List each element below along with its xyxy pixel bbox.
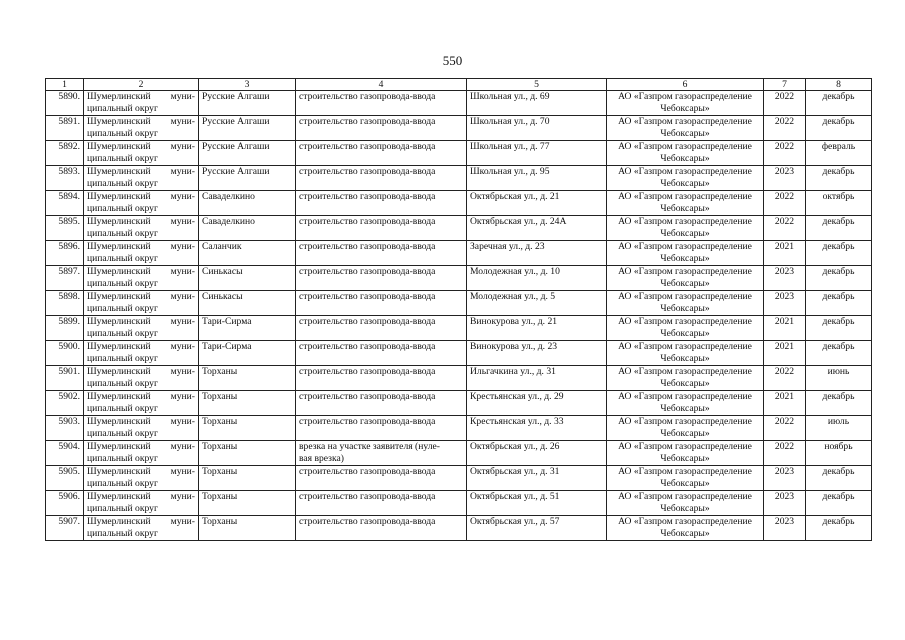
- organization-line-2: Чебоксары»: [660, 303, 710, 314]
- district-cell: [84, 166, 199, 191]
- organization-line-2: Чебоксары»: [660, 278, 710, 289]
- work-line-1: строительство газопровода-ввода: [299, 141, 436, 152]
- district-cell: [84, 391, 199, 416]
- year-cell: 2022: [764, 141, 806, 166]
- work-line-1: строительство газопровода-ввода: [299, 366, 436, 377]
- locality-cell: Тари-Сирма: [199, 341, 296, 366]
- work-cell: [296, 516, 467, 541]
- district-line-2: ципальный округ: [87, 453, 158, 464]
- organization-cell: [607, 366, 764, 391]
- work-cell: [296, 291, 467, 316]
- organization-line-1: АО «Газпром газораспределение: [618, 341, 752, 352]
- district-cell: [84, 341, 199, 366]
- month-cell: декабрь: [806, 316, 872, 341]
- organization-cell: [607, 391, 764, 416]
- district-line-2: ципальный округ: [87, 328, 158, 339]
- work-line-1: строительство газопровода-ввода: [299, 341, 436, 352]
- organization-line-2: Чебоксары»: [660, 503, 710, 514]
- address-cell: Школьная ул., д. 77: [467, 141, 607, 166]
- locality-cell: Русские Алгаши: [199, 116, 296, 141]
- district-line-1: Шумерлинский муни-: [87, 491, 195, 502]
- work-line-1: строительство газопровода-ввода: [299, 191, 436, 202]
- district-line-2: ципальный округ: [87, 528, 158, 539]
- organization-cell: [607, 166, 764, 191]
- month-cell: декабрь: [806, 91, 872, 116]
- month-cell: декабрь: [806, 241, 872, 266]
- organization-line-2: Чебоксары»: [660, 228, 710, 239]
- month-cell: декабрь: [806, 266, 872, 291]
- district-line-2: ципальный округ: [87, 153, 158, 164]
- organization-line-1: АО «Газпром газораспределение: [618, 266, 752, 277]
- district-line-1: Шумерлинский муни-: [87, 91, 195, 102]
- address-cell: Школьная ул., д. 70: [467, 116, 607, 141]
- work-cell: [296, 266, 467, 291]
- work-line-1: строительство газопровода-ввода: [299, 116, 436, 127]
- header-cell: 6: [607, 79, 764, 91]
- organization-line-2: Чебоксары»: [660, 353, 710, 364]
- locality-cell: Тари-Сирма: [199, 316, 296, 341]
- organization-cell: [607, 191, 764, 216]
- locality-cell: Торханы: [199, 416, 296, 441]
- district-line-2: ципальный округ: [87, 428, 158, 439]
- work-line-1: строительство газопровода-ввода: [299, 91, 436, 102]
- organization-line-2: Чебоксары»: [660, 178, 710, 189]
- month-cell: декабрь: [806, 341, 872, 366]
- organization-cell: [607, 516, 764, 541]
- district-line-2: ципальный округ: [87, 278, 158, 289]
- organization-line-2: Чебоксары»: [660, 403, 710, 414]
- organization-line-1: АО «Газпром газораспределение: [618, 466, 752, 477]
- year-cell: 2021: [764, 341, 806, 366]
- work-line-1: строительство газопровода-ввода: [299, 466, 436, 477]
- address-cell: Школьная ул., д. 69: [467, 91, 607, 116]
- organization-line-1: АО «Газпром газораспределение: [618, 116, 752, 127]
- month-cell: декабрь: [806, 516, 872, 541]
- address-cell: Октябрьская ул., д. 21: [467, 191, 607, 216]
- district-line-1: Шумерлинский муни-: [87, 341, 195, 352]
- address-cell: Винокурова ул., д. 21: [467, 316, 607, 341]
- year-cell: 2022: [764, 441, 806, 466]
- district-line-2: ципальный округ: [87, 103, 158, 114]
- organization-line-1: АО «Газпром газораспределение: [618, 366, 752, 377]
- organization-line-1: АО «Газпром газораспределение: [618, 291, 752, 302]
- district-cell: [84, 266, 199, 291]
- address-cell: Винокурова ул., д. 23: [467, 341, 607, 366]
- organization-line-2: Чебоксары»: [660, 528, 710, 539]
- organization-cell: [607, 466, 764, 491]
- organization-cell: [607, 416, 764, 441]
- organization-cell: [607, 291, 764, 316]
- year-cell: 2022: [764, 366, 806, 391]
- work-line-1: строительство газопровода-ввода: [299, 391, 436, 402]
- organization-line-2: Чебоксары»: [660, 103, 710, 114]
- table-row: [46, 266, 872, 291]
- work-cell: [296, 316, 467, 341]
- work-line-1: строительство газопровода-ввода: [299, 166, 436, 177]
- organization-cell: [607, 441, 764, 466]
- table-row: [46, 166, 872, 191]
- table-body: [46, 91, 872, 541]
- address-cell: Крестьянская ул., д. 33: [467, 416, 607, 441]
- district-line-2: ципальный округ: [87, 478, 158, 489]
- month-cell: июнь: [806, 366, 872, 391]
- work-line-1: врезка на участке заявителя (нуле-: [299, 441, 440, 452]
- table-row: [46, 191, 872, 216]
- locality-cell: Саваделкино: [199, 191, 296, 216]
- month-cell: декабрь: [806, 216, 872, 241]
- year-cell: 2023: [764, 491, 806, 516]
- district-cell: [84, 216, 199, 241]
- work-cell: [296, 466, 467, 491]
- row-number: 5907.: [46, 516, 84, 541]
- district-line-2: ципальный округ: [87, 178, 158, 189]
- row-number: 5891.: [46, 116, 84, 141]
- locality-cell: Саланчик: [199, 241, 296, 266]
- work-cell: [296, 191, 467, 216]
- address-cell: Крестьянская ул., д. 29: [467, 391, 607, 416]
- table-row: [46, 341, 872, 366]
- organization-line-1: АО «Газпром газораспределение: [618, 141, 752, 152]
- header-cell: 8: [806, 79, 872, 91]
- district-cell: [84, 91, 199, 116]
- organization-cell: [607, 241, 764, 266]
- locality-cell: Русские Алгаши: [199, 91, 296, 116]
- district-line-1: Шумерлинский муни-: [87, 441, 195, 452]
- year-cell: 2023: [764, 266, 806, 291]
- organization-line-2: Чебоксары»: [660, 153, 710, 164]
- district-line-1: Шумерлинский муни-: [87, 291, 195, 302]
- organization-line-2: Чебоксары»: [660, 478, 710, 489]
- work-cell: [296, 141, 467, 166]
- district-cell: [84, 241, 199, 266]
- district-line-2: ципальный округ: [87, 503, 158, 514]
- row-number: 5904.: [46, 441, 84, 466]
- year-cell: 2021: [764, 241, 806, 266]
- row-number: 5903.: [46, 416, 84, 441]
- work-cell: [296, 441, 467, 466]
- district-line-1: Шумерлинский муни-: [87, 191, 195, 202]
- organization-cell: [607, 341, 764, 366]
- row-number: 5906.: [46, 491, 84, 516]
- locality-cell: Синькасы: [199, 266, 296, 291]
- year-cell: 2022: [764, 116, 806, 141]
- row-number: 5900.: [46, 341, 84, 366]
- year-cell: 2021: [764, 316, 806, 341]
- work-line-2: вая врезка): [299, 453, 344, 464]
- row-number: 5895.: [46, 216, 84, 241]
- month-cell: декабрь: [806, 391, 872, 416]
- district-cell: [84, 516, 199, 541]
- month-cell: июль: [806, 416, 872, 441]
- work-line-1: строительство газопровода-ввода: [299, 241, 436, 252]
- table-row: [46, 366, 872, 391]
- table-row: [46, 116, 872, 141]
- year-cell: 2022: [764, 416, 806, 441]
- district-cell: [84, 116, 199, 141]
- year-cell: 2023: [764, 516, 806, 541]
- locality-cell: Русские Алгаши: [199, 141, 296, 166]
- locality-cell: Торханы: [199, 441, 296, 466]
- work-cell: [296, 491, 467, 516]
- table-row: [46, 516, 872, 541]
- organization-line-2: Чебоксары»: [660, 453, 710, 464]
- row-number: 5901.: [46, 366, 84, 391]
- organization-line-2: Чебоксары»: [660, 128, 710, 139]
- row-number: 5897.: [46, 266, 84, 291]
- work-line-1: строительство газопровода-ввода: [299, 266, 436, 277]
- row-number: 5898.: [46, 291, 84, 316]
- organization-line-1: АО «Газпром газораспределение: [618, 91, 752, 102]
- organization-line-1: АО «Газпром газораспределение: [618, 516, 752, 527]
- year-cell: 2022: [764, 91, 806, 116]
- table-row: [46, 491, 872, 516]
- work-cell: [296, 341, 467, 366]
- table-row: [46, 241, 872, 266]
- header-cell: 5: [467, 79, 607, 91]
- work-cell: [296, 91, 467, 116]
- work-cell: [296, 241, 467, 266]
- address-cell: Заречная ул., д. 23: [467, 241, 607, 266]
- table-row: [46, 466, 872, 491]
- organization-line-2: Чебоксары»: [660, 328, 710, 339]
- district-line-2: ципальный округ: [87, 403, 158, 414]
- table-row: [46, 441, 872, 466]
- organization-line-1: АО «Газпром газораспределение: [618, 191, 752, 202]
- locality-cell: Торханы: [199, 466, 296, 491]
- district-line-1: Шумерлинский муни-: [87, 316, 195, 327]
- address-cell: Молодежная ул., д. 5: [467, 291, 607, 316]
- work-line-1: строительство газопровода-ввода: [299, 516, 436, 527]
- organization-cell: [607, 491, 764, 516]
- table-row: [46, 141, 872, 166]
- district-cell: [84, 291, 199, 316]
- locality-cell: Синькасы: [199, 291, 296, 316]
- organization-cell: [607, 216, 764, 241]
- month-cell: декабрь: [806, 291, 872, 316]
- work-line-1: строительство газопровода-ввода: [299, 316, 436, 327]
- year-cell: 2022: [764, 216, 806, 241]
- district-line-1: Шумерлинский муни-: [87, 416, 195, 427]
- organization-line-2: Чебоксары»: [660, 378, 710, 389]
- data-table: [45, 78, 872, 541]
- address-cell: Октябрьская ул., д. 57: [467, 516, 607, 541]
- table-row: [46, 91, 872, 116]
- year-cell: 2023: [764, 466, 806, 491]
- organization-line-1: АО «Газпром газораспределение: [618, 391, 752, 402]
- row-number: 5905.: [46, 466, 84, 491]
- work-cell: [296, 366, 467, 391]
- page-number: 550: [442, 53, 463, 68]
- district-line-1: Шумерлинский муни-: [87, 141, 195, 152]
- header-cell: 7: [764, 79, 806, 91]
- year-cell: 2022: [764, 191, 806, 216]
- district-line-1: Шумерлинский муни-: [87, 241, 195, 252]
- work-cell: [296, 416, 467, 441]
- year-cell: 2021: [764, 391, 806, 416]
- district-cell: [84, 316, 199, 341]
- work-line-1: строительство газопровода-ввода: [299, 416, 436, 427]
- district-line-2: ципальный округ: [87, 128, 158, 139]
- organization-cell: [607, 91, 764, 116]
- district-cell: [84, 141, 199, 166]
- district-line-2: ципальный округ: [87, 203, 158, 214]
- month-cell: декабрь: [806, 491, 872, 516]
- district-line-2: ципальный округ: [87, 228, 158, 239]
- district-line-2: ципальный округ: [87, 303, 158, 314]
- month-cell: декабрь: [806, 466, 872, 491]
- address-cell: Октябрьская ул., д. 31: [467, 466, 607, 491]
- work-line-1: строительство газопровода-ввода: [299, 216, 436, 227]
- locality-cell: Русские Алгаши: [199, 166, 296, 191]
- address-cell: Школьная ул., д. 95: [467, 166, 607, 191]
- address-cell: Ильгачкина ул., д. 31: [467, 366, 607, 391]
- district-line-1: Шумерлинский муни-: [87, 116, 195, 127]
- organization-line-2: Чебоксары»: [660, 253, 710, 264]
- work-cell: [296, 391, 467, 416]
- table-header-row: [46, 79, 872, 91]
- header-cell: 4: [296, 79, 467, 91]
- year-cell: 2023: [764, 166, 806, 191]
- work-line-1: строительство газопровода-ввода: [299, 491, 436, 502]
- row-number: 5899.: [46, 316, 84, 341]
- table-row: [46, 216, 872, 241]
- district-line-2: ципальный округ: [87, 253, 158, 264]
- address-cell: Октябрьская ул., д. 26: [467, 441, 607, 466]
- address-cell: Октябрьская ул., д. 51: [467, 491, 607, 516]
- district-line-1: Шумерлинский муни-: [87, 216, 195, 227]
- row-number: 5894.: [46, 191, 84, 216]
- locality-cell: Торханы: [199, 391, 296, 416]
- locality-cell: Торханы: [199, 366, 296, 391]
- locality-cell: Торханы: [199, 491, 296, 516]
- district-line-1: Шумерлинский муни-: [87, 391, 195, 402]
- district-line-2: ципальный округ: [87, 353, 158, 364]
- work-cell: [296, 166, 467, 191]
- district-line-1: Шумерлинский муни-: [87, 266, 195, 277]
- month-cell: октябрь: [806, 191, 872, 216]
- district-line-1: Шумерлинский муни-: [87, 516, 195, 527]
- organization-line-1: АО «Газпром газораспределение: [618, 491, 752, 502]
- work-line-1: строительство газопровода-ввода: [299, 291, 436, 302]
- table-row: [46, 391, 872, 416]
- district-cell: [84, 416, 199, 441]
- district-cell: [84, 366, 199, 391]
- row-number: 5890.: [46, 91, 84, 116]
- locality-cell: Торханы: [199, 516, 296, 541]
- district-cell: [84, 441, 199, 466]
- address-cell: Октябрьская ул., д. 24А: [467, 216, 607, 241]
- district-cell: [84, 466, 199, 491]
- year-cell: 2023: [764, 291, 806, 316]
- organization-cell: [607, 116, 764, 141]
- district-line-1: Шумерлинский муни-: [87, 366, 195, 377]
- organization-cell: [607, 141, 764, 166]
- month-cell: декабрь: [806, 116, 872, 141]
- work-cell: [296, 216, 467, 241]
- organization-cell: [607, 316, 764, 341]
- row-number: 5896.: [46, 241, 84, 266]
- district-cell: [84, 191, 199, 216]
- table-row: [46, 316, 872, 341]
- district-line-1: Шумерлинский муни-: [87, 166, 195, 177]
- table-row: [46, 291, 872, 316]
- row-number: 5902.: [46, 391, 84, 416]
- organization-line-1: АО «Газпром газораспределение: [618, 316, 752, 327]
- district-line-2: ципальный округ: [87, 378, 158, 389]
- organization-cell: [607, 266, 764, 291]
- organization-line-1: АО «Газпром газораспределение: [618, 216, 752, 227]
- organization-line-2: Чебоксары»: [660, 428, 710, 439]
- month-cell: февраль: [806, 141, 872, 166]
- month-cell: декабрь: [806, 166, 872, 191]
- month-cell: ноябрь: [806, 441, 872, 466]
- organization-line-1: АО «Газпром газораспределение: [618, 241, 752, 252]
- organization-line-1: АО «Газпром газораспределение: [618, 416, 752, 427]
- locality-cell: Саваделкино: [199, 216, 296, 241]
- header-cell: 2: [84, 79, 199, 91]
- row-number: 5892.: [46, 141, 84, 166]
- district-cell: [84, 491, 199, 516]
- organization-line-1: АО «Газпром газораспределение: [618, 441, 752, 452]
- row-number: 5893.: [46, 166, 84, 191]
- work-cell: [296, 116, 467, 141]
- header-cell: 1: [46, 79, 84, 91]
- organization-line-2: Чебоксары»: [660, 203, 710, 214]
- organization-line-1: АО «Газпром газораспределение: [618, 166, 752, 177]
- address-cell: Молодежная ул., д. 10: [467, 266, 607, 291]
- district-line-1: Шумерлинский муни-: [87, 466, 195, 477]
- table-row: [46, 416, 872, 441]
- header-cell: 3: [199, 79, 296, 91]
